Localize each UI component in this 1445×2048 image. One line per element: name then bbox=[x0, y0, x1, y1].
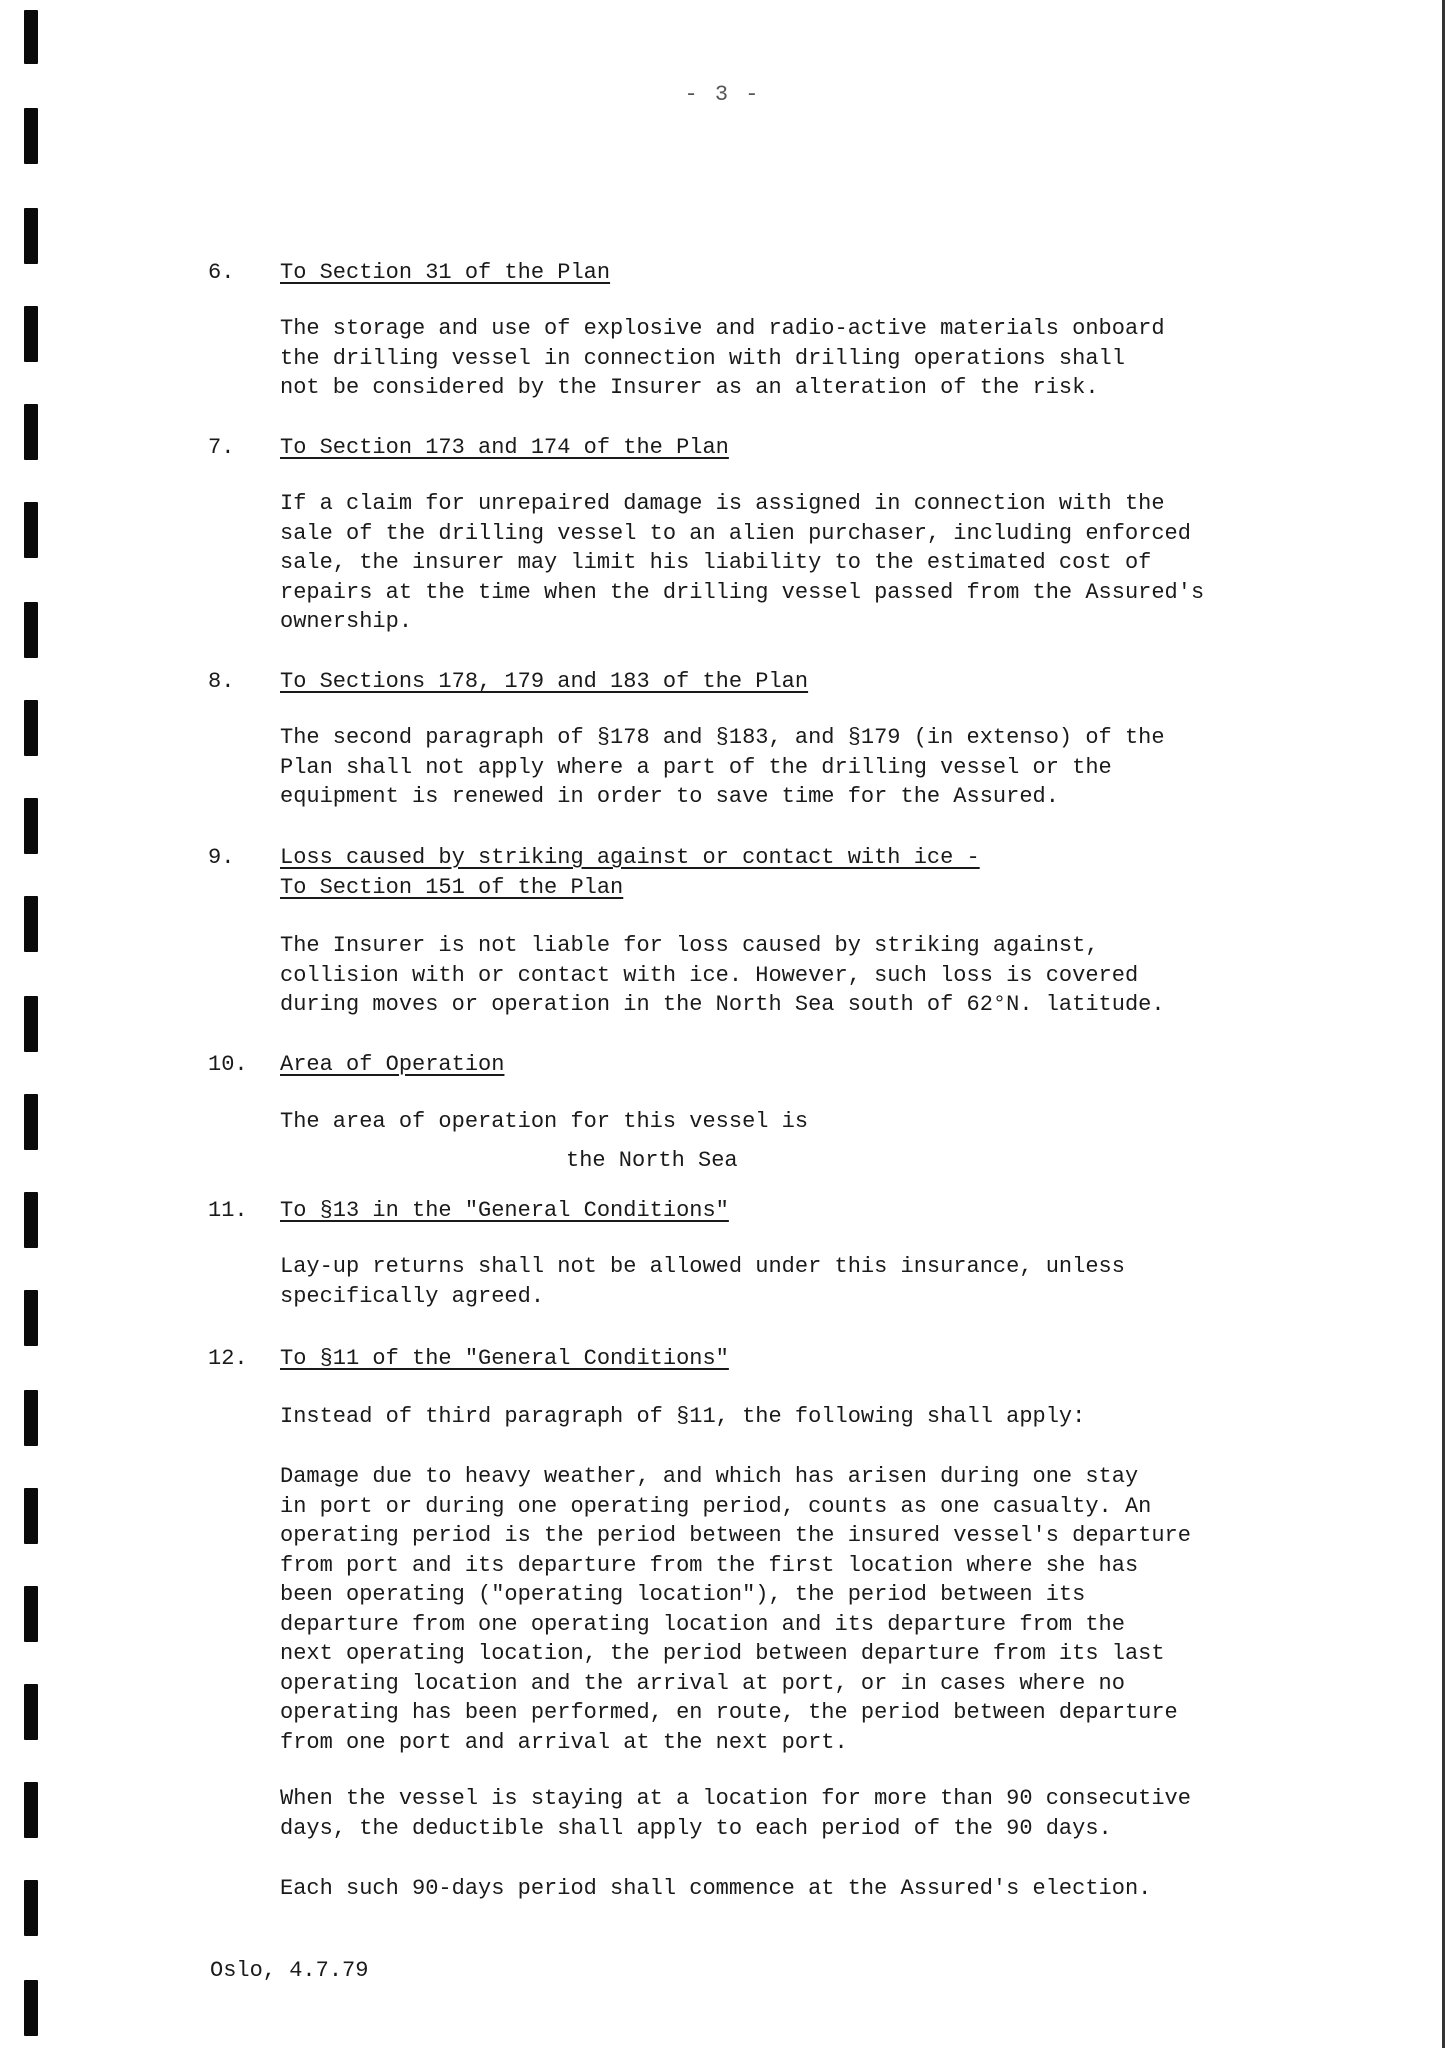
operation-area: the North Sea bbox=[566, 1148, 738, 1173]
section-body-paragraph: Each such 90-days period shall commence at the Assured's election. bbox=[280, 1876, 1152, 1901]
punch-mark bbox=[24, 1192, 38, 1248]
section-body: If a claim for unrepaired damage is assigned in connection with the sale of the drilling vessel to an alien purchaser, including enforced sale, the insurer may limit his liability to the estimated cost of repairs at the time when the drilling vessel passed from the Assured's ownership. bbox=[280, 491, 1205, 634]
punch-mark bbox=[24, 404, 38, 460]
punch-mark bbox=[24, 1980, 38, 2036]
page-number: - 3 - bbox=[684, 82, 761, 107]
section-body-paragraph: When the vessel is staying at a location for more than 90 consecutive days, the deductible shall apply to each period of the 90 days. bbox=[280, 1786, 1191, 1841]
section-number: 7. bbox=[208, 435, 235, 460]
section-heading: To Sections 178, 179 and 183 of the Plan bbox=[280, 669, 809, 694]
punch-mark bbox=[24, 602, 38, 658]
section-body: The Insurer is not liable for loss caused by striking against, collision with or contact with ice. However, such loss is covered during moves or operation in the North Sea south of 62°N. latitude. bbox=[280, 933, 1165, 1017]
punch-mark bbox=[24, 1586, 38, 1642]
punch-mark bbox=[24, 306, 38, 362]
section-body: The area of operation for this vessel is bbox=[280, 1109, 809, 1134]
section-heading: To §13 in the "General Conditions" bbox=[280, 1198, 729, 1223]
section-heading: To Section 173 and 174 of the Plan bbox=[280, 435, 729, 460]
punch-mark bbox=[24, 502, 38, 558]
punch-mark bbox=[24, 10, 38, 64]
punch-mark bbox=[24, 1094, 38, 1150]
section-body: The second paragraph of §178 and §183, and §179 (in extenso) of the Plan shall not apply where a part of the drilling vessel or the equipment is renewed in order to save time for the Assured. bbox=[280, 725, 1165, 809]
section-number: 9. bbox=[208, 845, 235, 870]
section-body: Instead of third paragraph of §11, the following shall apply: bbox=[280, 1404, 1086, 1429]
section-heading: Area of Operation bbox=[280, 1052, 505, 1077]
section-heading: To §11 of the "General Conditions" bbox=[280, 1346, 729, 1371]
punch-mark bbox=[24, 1290, 38, 1346]
section-body: Lay-up returns shall not be allowed under this insurance, unless specifically agreed. bbox=[280, 1254, 1125, 1309]
punch-mark bbox=[24, 798, 38, 854]
section-number: 12. bbox=[208, 1346, 248, 1371]
punch-mark bbox=[24, 700, 38, 756]
footer-place-date: Oslo, 4.7.79 bbox=[210, 1958, 369, 1983]
section-number: 10. bbox=[208, 1052, 248, 1077]
section-body-paragraph: Damage due to heavy weather, and which has arisen during one stay in port or during one operating period, counts as one casualty. An operating period is the period between the insured vessel's departure from port and its departure from the first location where she has been operating ("operating location"), the period between its departure from one operating location and its departure from the next operating location, the period between departure from its last operating location and the arrival at port, or in cases where no operating has been performed, en route, the period between departure from one port and arrival at the next port. bbox=[280, 1464, 1191, 1755]
punch-mark bbox=[24, 108, 38, 164]
section-heading: Loss caused by striking against or contact with ice - To Section 151 of the Plan bbox=[280, 845, 980, 900]
section-body: The storage and use of explosive and radio-active materials onboard the drilling vessel in connection with drilling operations shall not be considered by the Insurer as an alteration of the risk. bbox=[280, 316, 1165, 400]
section-number: 8. bbox=[208, 669, 235, 694]
punch-mark bbox=[24, 1782, 38, 1838]
punch-mark bbox=[24, 1390, 38, 1446]
section-number: 6. bbox=[208, 260, 235, 285]
punch-mark bbox=[24, 1684, 38, 1740]
punch-hole-strip bbox=[20, 0, 44, 2048]
punch-mark bbox=[24, 208, 38, 264]
punch-mark bbox=[24, 1880, 38, 1936]
section-number: 11. bbox=[208, 1198, 248, 1223]
section-heading: To Section 31 of the Plan bbox=[280, 260, 611, 285]
punch-mark bbox=[24, 1488, 38, 1544]
punch-mark bbox=[24, 996, 38, 1052]
punch-mark bbox=[24, 896, 38, 952]
